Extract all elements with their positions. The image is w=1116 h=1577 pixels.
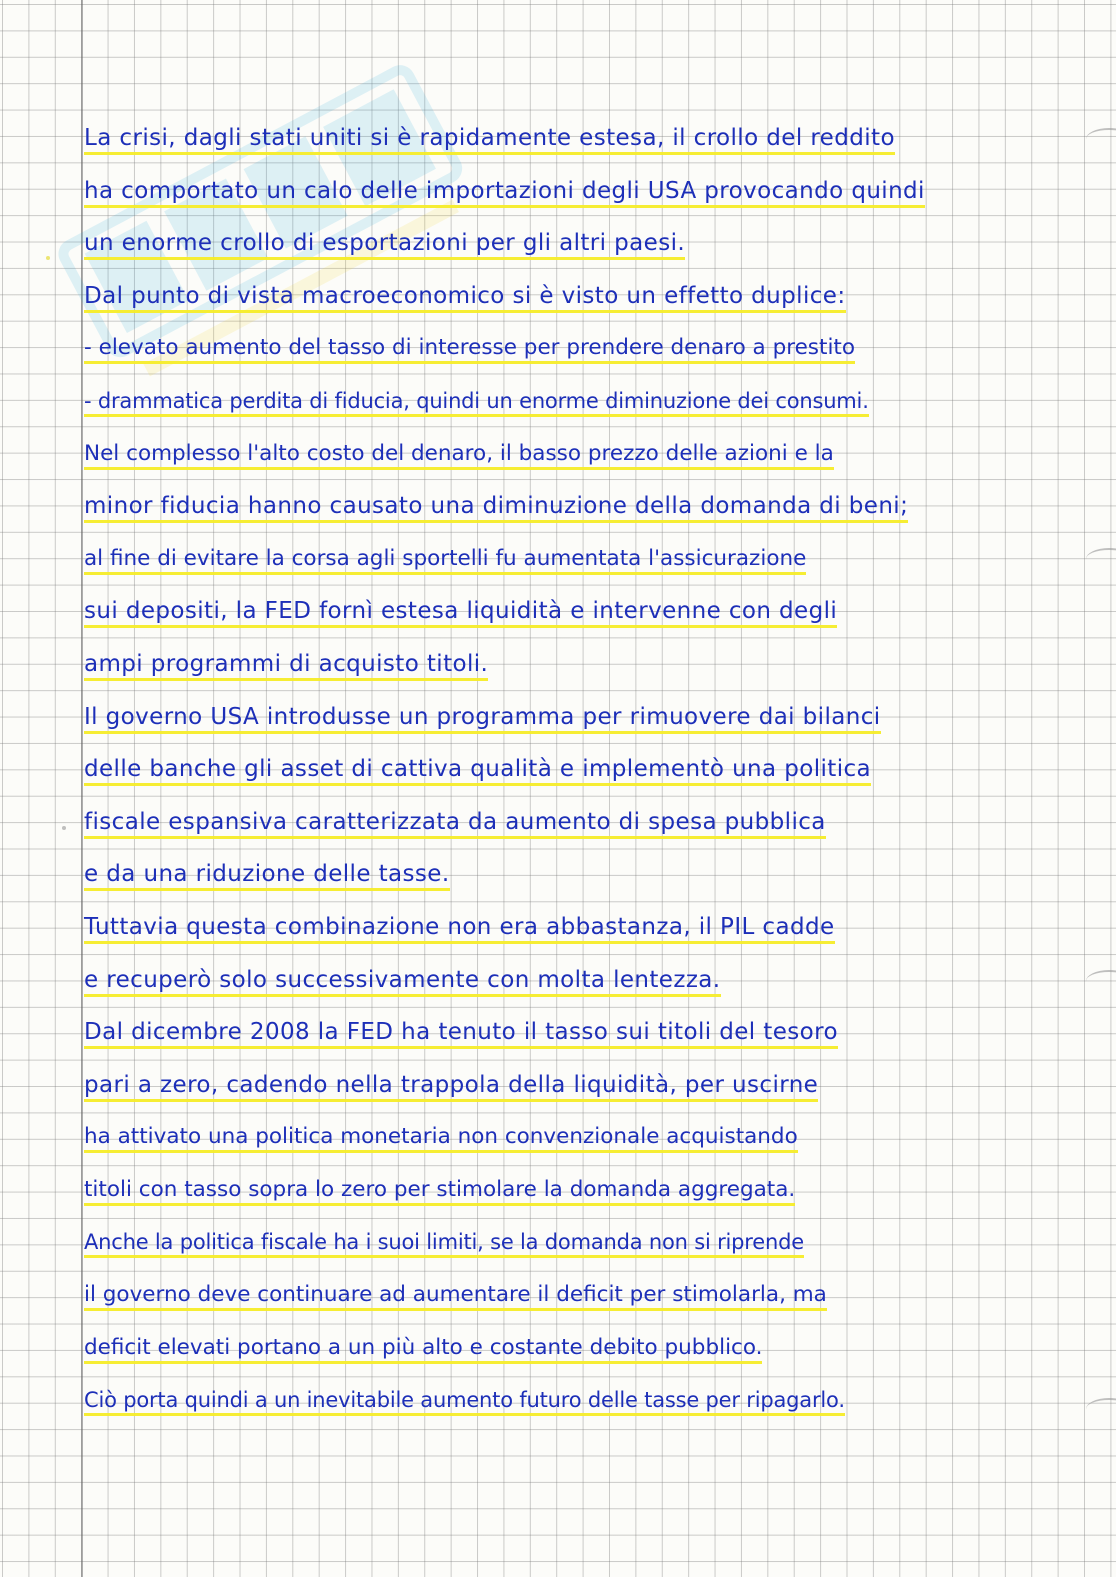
- text-line: ampi programmi di acquisto titoli.: [84, 638, 1084, 691]
- punch-hole-mark: [1086, 1398, 1116, 1420]
- text-line: titoli con tasso sopra lo zero per stimolare la domanda aggregata.: [84, 1164, 1084, 1217]
- text-line: Ciò porta quindi a un inevitabile aumento futuro delle tasse per ripagarlo.: [84, 1374, 1084, 1427]
- handwritten-notes: [84, 112, 1084, 1427]
- text-line: e recuperò solo successivamente con molta lentezza.: [84, 954, 1084, 1007]
- text-line: ha attivato una politica monetaria non convenzionale acquistando: [84, 1111, 1084, 1164]
- text-line: fiscale espansiva caratterizzata da aumento di spesa pubblica: [84, 796, 1084, 849]
- text-line: un enorme crollo di esportazioni per gli altri paesi.: [84, 217, 1084, 270]
- text-line: sui depositi, la FED fornì estesa liquidità e intervenne con degli: [84, 585, 1084, 638]
- text-line: e da una riduzione delle tasse.: [84, 848, 1084, 901]
- stray-mark: [62, 826, 66, 830]
- punch-hole-mark: [1086, 128, 1116, 150]
- text-line: deficit elevati portano a un più alto e costante debito pubblico.: [84, 1322, 1084, 1375]
- punch-hole-mark: [1086, 970, 1116, 992]
- text-line: delle banche gli asset di cattiva qualità e implementò una politica: [84, 743, 1084, 796]
- text-line: Dal dicembre 2008 la FED ha tenuto il tasso sui titoli del tesoro: [84, 1006, 1084, 1059]
- text-line: Anche la politica fiscale ha i suoi limiti, se la domanda non si riprende: [84, 1216, 1084, 1269]
- text-line: ha comportato un calo delle importazioni degli USA provocando quindi: [84, 165, 1084, 218]
- text-line: al fine di evitare la corsa agli sportelli fu aumentata l'assicurazione: [84, 533, 1084, 586]
- text-line: minor fiducia hanno causato una diminuzione della domanda di beni;: [84, 480, 1084, 533]
- text-line: Tuttavia questa combinazione non era abbastanza, il PIL cadde: [84, 901, 1084, 954]
- text-line: - elevato aumento del tasso di interesse per prendere denaro a prestito: [84, 322, 1084, 375]
- text-line: Nel complesso l'alto costo del denaro, il basso prezzo delle azioni e la: [84, 428, 1084, 481]
- punch-hole-mark: [1086, 548, 1116, 570]
- text-line: La crisi, dagli stati uniti si è rapidamente estesa, il crollo del reddito: [84, 112, 1084, 165]
- text-line: Il governo USA introdusse un programma per rimuovere dai bilanci: [84, 691, 1084, 744]
- margin-line: [81, 0, 83, 1577]
- stray-mark: [46, 256, 50, 260]
- text-line: - drammatica perdita di fiducia, quindi un enorme diminuzione dei consumi.: [84, 375, 1084, 428]
- text-line: il governo deve continuare ad aumentare il deficit per stimolarla, ma: [84, 1269, 1084, 1322]
- text-line: Dal punto di vista macroeconomico si è visto un effetto duplice:: [84, 270, 1084, 323]
- text-line: pari a zero, cadendo nella trappola della liquidità, per uscirne: [84, 1059, 1084, 1112]
